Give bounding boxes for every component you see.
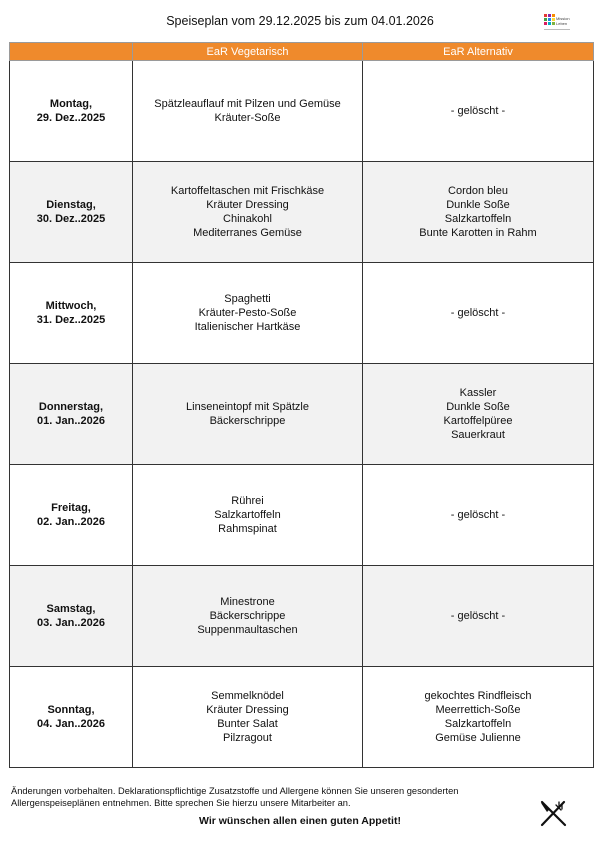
alternative-cell (363, 263, 594, 364)
header-vegetarian-column: EaR Vegetarisch (133, 43, 363, 61)
day-name: Mittwoch, (45, 300, 97, 312)
table-row-wednesday (10, 263, 594, 364)
footer-note-line: Änderungen vorbehalten. Deklarationspflichtige Zusatzstoffe und Allergene können Sie unseren gesonderten (11, 786, 459, 796)
dish: Bunter Salat (217, 718, 278, 730)
day-name: Samstag, (46, 603, 96, 615)
page-title: Speiseplan vom 29.12.2025 bis zum 04.01.2026 (166, 14, 434, 28)
mission-leben-logo (543, 13, 573, 35)
alternative-cell (363, 566, 594, 667)
dish: Pilzragout (223, 732, 272, 744)
day-cell (10, 566, 133, 667)
table-row-friday (10, 465, 594, 566)
table-row-thursday (10, 364, 594, 465)
alternative-cell (363, 61, 594, 162)
logo-text-mission: Mission (556, 16, 570, 21)
dish: Rahmspinat (218, 523, 277, 535)
header-alternative-column: EaR Alternativ (363, 43, 594, 61)
day-name: Freitag, (51, 502, 91, 514)
dish: Minestrone (220, 596, 275, 608)
day-name: Dienstag, (46, 199, 96, 211)
dish: Linseneintopf mit Spätzle (186, 401, 309, 413)
alternative-cell (363, 162, 594, 263)
footer-note (11, 785, 521, 809)
vegetarian-cell (133, 61, 363, 162)
dish: Rührei (231, 495, 264, 507)
dish: Dunkle Soße (446, 199, 510, 211)
dish: - gelöscht - (450, 105, 506, 117)
table-header-row (10, 43, 594, 61)
dish: - gelöscht - (450, 509, 506, 521)
day-cell (10, 667, 133, 768)
dish: Suppenmaultaschen (197, 624, 298, 636)
header-day-column (10, 43, 133, 61)
day-date: 31. Dez..2025 (36, 314, 106, 326)
dish: gekochtes Rindfleisch (424, 690, 532, 702)
dish: Spätzleauflauf mit Pilzen und Gemüse (154, 98, 341, 110)
dish: Salzkartoffeln (444, 718, 512, 730)
day-date: 29. Dez..2025 (36, 112, 106, 124)
dish: Chinakohl (223, 213, 272, 225)
vegetarian-cell (133, 263, 363, 364)
dish: Kräuter-Pesto-Soße (198, 307, 297, 319)
footer-note-line: Allergenspeiseplänen entnehmen. Bitte sprechen Sie hierzu unsere Mitarbeiter an. (11, 798, 351, 808)
dish: Salzkartoffeln (444, 213, 512, 225)
dish: Kartoffeltaschen mit Frischkäse (170, 185, 325, 197)
day-date: 04. Jan..2026 (37, 718, 105, 730)
alternative-cell (363, 364, 594, 465)
dish: Italienischer Hartkäse (194, 321, 301, 333)
dish: Kräuter Dressing (206, 704, 289, 716)
day-date: 02. Jan..2026 (37, 516, 105, 528)
dish: Gemüse Julienne (435, 732, 521, 744)
table-row-sunday (10, 667, 594, 768)
day-cell (10, 61, 133, 162)
day-date: 01. Jan..2026 (37, 415, 105, 427)
menu-table (9, 42, 594, 768)
crossed-fork-knife-icon (539, 800, 567, 828)
dish: Kartoffelpüree (443, 415, 513, 427)
table-row-tuesday (10, 162, 594, 263)
greeting-text: Wir wünschen allen einen guten Appetit! (199, 815, 401, 827)
dish: Bäckerschrippe (209, 610, 286, 622)
day-cell (10, 162, 133, 263)
dish: Salzkartoffeln (214, 509, 281, 521)
dish: Semmelknödel (211, 690, 284, 702)
day-name: Sonntag, (47, 704, 95, 716)
alternative-cell (363, 667, 594, 768)
dish: Bäckerschrippe (209, 415, 286, 427)
dish: Cordon bleu (448, 185, 508, 197)
vegetarian-cell (133, 667, 363, 768)
day-date: 30. Dez..2025 (36, 213, 106, 225)
vegetarian-cell (133, 162, 363, 263)
table-row-saturday (10, 566, 594, 667)
day-cell (10, 263, 133, 364)
vegetarian-cell (133, 364, 363, 465)
vegetarian-cell (133, 465, 363, 566)
dish: Kräuter-Soße (214, 112, 281, 124)
logo-text-leben: Leben (556, 21, 568, 26)
dish: Meerrettich-Soße (435, 704, 521, 716)
dish: - gelöscht - (450, 307, 506, 319)
dish: Kräuter Dressing (206, 199, 289, 211)
dish: Spaghetti (224, 293, 271, 305)
dish: - gelöscht - (450, 610, 506, 622)
dish: Bunte Karotten in Rahm (419, 227, 537, 239)
dish: Dunkle Soße (446, 401, 510, 413)
dish: Mediterranes Gemüse (193, 227, 302, 239)
day-name: Donnerstag, (38, 401, 104, 413)
day-date: 03. Jan..2026 (37, 617, 105, 629)
dish: Kassler (459, 387, 497, 399)
day-name: Montag, (49, 98, 93, 110)
table-row-monday (10, 61, 594, 162)
day-cell (10, 364, 133, 465)
alternative-cell (363, 465, 594, 566)
dish: Sauerkraut (451, 429, 505, 441)
day-cell (10, 465, 133, 566)
vegetarian-cell (133, 566, 363, 667)
